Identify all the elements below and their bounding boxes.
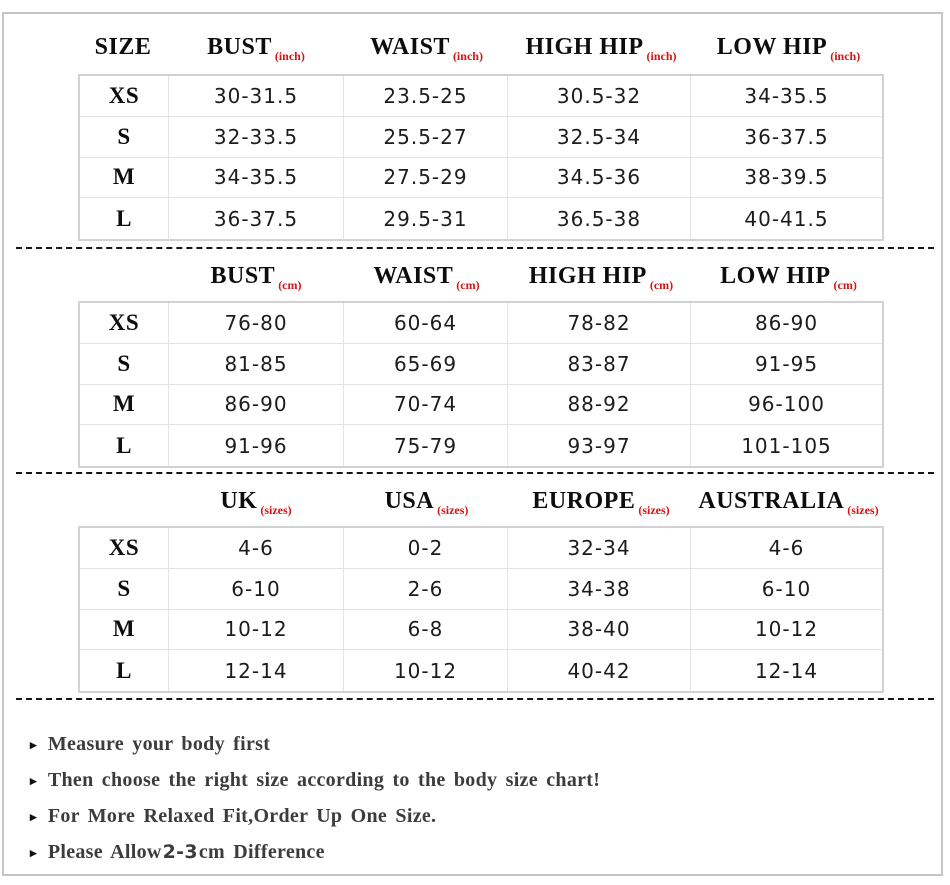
dashed-divider xyxy=(16,698,934,700)
unit-label: (sizes) xyxy=(437,502,469,517)
header-low-hip-cm xyxy=(693,263,884,290)
dashed-divider xyxy=(16,247,934,249)
triangle-bullet-icon: ▸ xyxy=(30,809,37,824)
size-cell: XS xyxy=(80,303,169,344)
table-cell: 36.5-38 xyxy=(508,198,691,239)
unit-label: (inch) xyxy=(830,48,861,63)
note-text: For More Relaxed Fit,Order Up One Size. xyxy=(47,804,437,827)
table-cell: 10-12 xyxy=(344,650,508,691)
size-cell: XS xyxy=(80,528,169,569)
header-label: AUSTRALIA xyxy=(698,487,845,514)
note-text-suffix: cm Difference xyxy=(198,840,325,863)
header-label: HIGH HIP xyxy=(528,262,647,289)
size-cell: M xyxy=(80,158,169,199)
header-low-hip-inch xyxy=(693,34,884,61)
header-high-hip-inch xyxy=(509,34,693,61)
header-bust-cm xyxy=(168,263,344,290)
header-label: LOW HIP xyxy=(720,262,831,289)
note-text: Then choose the right size according to the body size chart! xyxy=(47,768,601,791)
header-high-hip-cm xyxy=(509,263,693,290)
header-label: HIGH HIP xyxy=(525,33,644,60)
table-cell: 78-82 xyxy=(508,303,691,344)
header-europe xyxy=(509,488,693,515)
table-cell: 36-37.5 xyxy=(691,117,882,158)
header-label: BUST xyxy=(210,262,276,289)
table-cell: 6-10 xyxy=(691,569,882,610)
table-cell: 32-33.5 xyxy=(169,117,344,158)
header-bust-inch xyxy=(168,34,344,61)
unit-label: (inch) xyxy=(274,48,305,63)
header-label: LOW HIP xyxy=(716,33,828,60)
table-cell: 88-92 xyxy=(508,385,691,426)
table-cell: 81-85 xyxy=(169,344,344,385)
triangle-bullet-icon: ▸ xyxy=(30,845,37,860)
size-cell: S xyxy=(80,117,169,158)
unit-label: (cm) xyxy=(833,277,857,292)
unit-label: (inch) xyxy=(452,48,483,63)
size-cell: L xyxy=(80,650,169,691)
notes-list xyxy=(30,726,910,870)
size-cell: M xyxy=(80,385,169,426)
table-cell: 76-80 xyxy=(169,303,344,344)
header-waist-inch xyxy=(344,34,509,61)
table-cell: 4-6 xyxy=(691,528,882,569)
table-cell: 2-6 xyxy=(344,569,508,610)
unit-label: (sizes) xyxy=(847,502,879,517)
table-cell: 93-97 xyxy=(508,425,691,466)
note-relaxed-fit xyxy=(30,798,910,834)
unit-label: (inch) xyxy=(646,48,677,63)
table-cell: 75-79 xyxy=(344,425,508,466)
table-cell: 10-12 xyxy=(169,610,344,651)
table-cell: 32-34 xyxy=(508,528,691,569)
header-row-sizes xyxy=(78,480,884,522)
size-cell: XS xyxy=(80,76,169,117)
size-table-international xyxy=(78,526,884,693)
table-cell: 6-10 xyxy=(169,569,344,610)
note-text: Measure your body first xyxy=(47,732,271,755)
unit-label: (cm) xyxy=(649,277,674,292)
table-cell: 40-42 xyxy=(508,650,691,691)
table-cell: 10-12 xyxy=(691,610,882,651)
table-cell: 29.5-31 xyxy=(344,198,508,239)
header-size-label: SIZE xyxy=(94,33,152,60)
size-table-inch xyxy=(78,74,884,241)
table-cell: 23.5-25 xyxy=(344,76,508,117)
size-cell: M xyxy=(80,610,169,651)
note-measure-first xyxy=(30,726,910,762)
triangle-bullet-icon: ▸ xyxy=(30,737,37,752)
table-cell: 91-96 xyxy=(169,425,344,466)
table-cell: 40-41.5 xyxy=(744,206,829,231)
note-text-highlight: 2-3 xyxy=(162,841,198,863)
table-cell: 96-100 xyxy=(691,385,882,426)
size-table-cm xyxy=(78,301,884,468)
header-row-cm xyxy=(78,255,884,297)
table-cell: 32.5-34 xyxy=(508,117,691,158)
table-cell: 83-87 xyxy=(508,344,691,385)
table-cell: 30-31.5 xyxy=(169,76,344,117)
size-cell: L xyxy=(80,425,169,466)
table-cell: 91-95 xyxy=(691,344,882,385)
triangle-bullet-icon: ▸ xyxy=(30,773,37,788)
table-cell: 34-35.5 xyxy=(691,76,882,117)
note-text-prefix: Please Allow xyxy=(47,840,162,863)
header-uk xyxy=(168,488,344,515)
table-cell: 4-6 xyxy=(169,528,344,569)
table-cell: 0-2 xyxy=(344,528,508,569)
table-cell: 34-38 xyxy=(508,569,691,610)
dashed-divider xyxy=(16,472,934,474)
table-cell: 60-64 xyxy=(344,303,508,344)
header-size xyxy=(78,34,168,61)
header-label: EUROPE xyxy=(532,487,636,514)
unit-label: (cm) xyxy=(278,277,302,292)
table-cell: 86-90 xyxy=(169,385,344,426)
table-cell: 6-8 xyxy=(344,610,508,651)
table-cell: 101-105 xyxy=(741,433,832,458)
table-cell: 70-74 xyxy=(344,385,508,426)
table-cell: 65-69 xyxy=(344,344,508,385)
size-cell: S xyxy=(80,569,169,610)
header-label: WAIST xyxy=(373,262,454,289)
unit-label: (sizes) xyxy=(260,502,292,517)
header-label: UK xyxy=(220,487,258,514)
table-cell: 34-35.5 xyxy=(169,158,344,199)
table-cell: 38-40 xyxy=(508,610,691,651)
table-cell: 86-90 xyxy=(691,303,882,344)
unit-label: (sizes) xyxy=(638,502,670,517)
table-cell: 38-39.5 xyxy=(691,158,882,199)
table-cell: 30.5-32 xyxy=(508,76,691,117)
header-label: BUST xyxy=(207,33,272,60)
header-usa xyxy=(344,488,509,515)
header-label: USA xyxy=(384,487,435,514)
header-waist-cm xyxy=(344,263,509,290)
table-cell: 12-14 xyxy=(754,658,819,683)
note-difference xyxy=(30,834,910,870)
size-cell: S xyxy=(80,344,169,385)
size-cell: L xyxy=(80,198,169,239)
table-cell: 12-14 xyxy=(169,650,344,691)
header-row-inch xyxy=(78,26,884,68)
table-cell: 34.5-36 xyxy=(508,158,691,199)
table-cell: 27.5-29 xyxy=(344,158,508,199)
header-australia xyxy=(693,488,884,515)
table-cell: 36-37.5 xyxy=(169,198,344,239)
header-label: WAIST xyxy=(370,33,450,60)
table-cell: 25.5-27 xyxy=(344,117,508,158)
unit-label: (cm) xyxy=(456,277,480,292)
note-choose-size xyxy=(30,762,910,798)
